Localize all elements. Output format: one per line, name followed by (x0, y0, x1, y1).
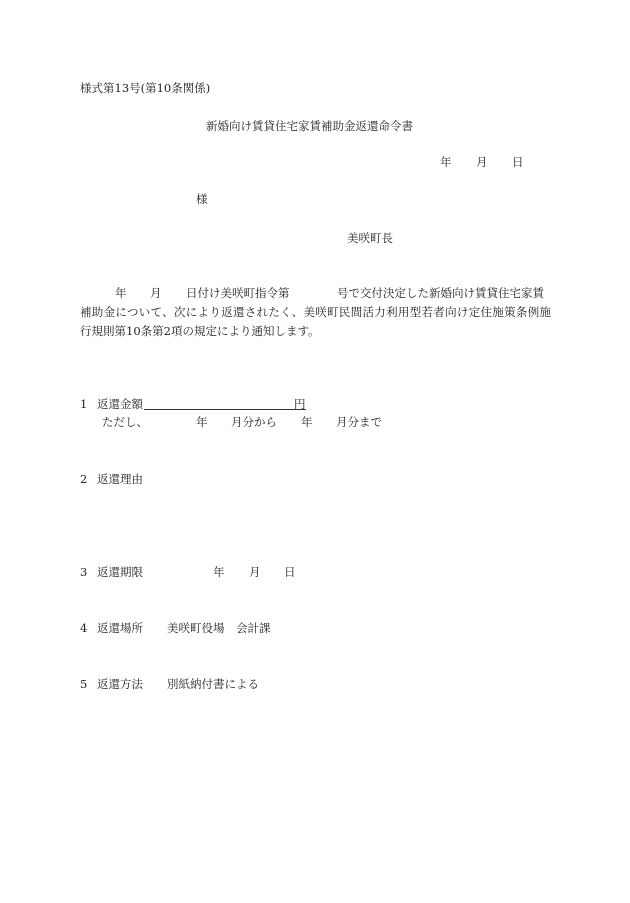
form-number: 様式第13号(第10条関係) (80, 81, 211, 95)
item-label: 返還方法 (97, 677, 143, 691)
addressee-suffix: 様 (196, 192, 208, 206)
item-label: 返還期限 (97, 565, 143, 579)
item-label: 返還理由 (97, 472, 143, 486)
date-month: 月 (476, 155, 488, 169)
item-number: 3 (80, 565, 88, 579)
item-value: 美咲町役場 会計課 (167, 621, 271, 635)
item-label: 返還金額 (97, 397, 143, 411)
proviso-prefix: ただし、 (102, 415, 148, 429)
amount-unit: 円 (294, 397, 306, 411)
body-year: 年 (115, 286, 127, 300)
item-number: 2 (80, 472, 88, 486)
deadline-year: 年 (213, 565, 225, 579)
deadline-month: 月 (249, 565, 261, 579)
date-day: 日 (512, 155, 524, 169)
body-month: 月 (150, 286, 162, 300)
body-line3: 行規則第10条第2項の規定により通知します。 (80, 324, 320, 338)
proviso-month1: 月分から (231, 415, 277, 429)
body-line1-rest: 号で交付決定した新婚向け賃貸住宅家賃 (337, 286, 544, 300)
proviso-year1: 年 (196, 415, 208, 429)
item-label: 返還場所 (97, 621, 143, 635)
item-number: 1 (80, 397, 88, 411)
deadline-day: 日 (284, 565, 296, 579)
proviso-year2: 年 (301, 415, 313, 429)
issuer: 美咲町長 (347, 231, 393, 245)
item-number: 5 (80, 677, 88, 691)
document-title: 新婚向け賃貸住宅家賃補助金返還命令書 (206, 119, 413, 133)
item-number: 4 (80, 621, 88, 635)
date-year: 年 (440, 155, 452, 169)
body-line2: 補助金について、次により返還されたく、美咲町民間活力利用型若者向け定住施策条例施 (80, 305, 552, 319)
body-day-text: 日付け美咲町指令第 (186, 286, 290, 300)
item-value: 別紙納付書による (167, 677, 259, 691)
amount-field[interactable] (144, 397, 294, 410)
proviso-month2: 月分まで (336, 415, 382, 429)
